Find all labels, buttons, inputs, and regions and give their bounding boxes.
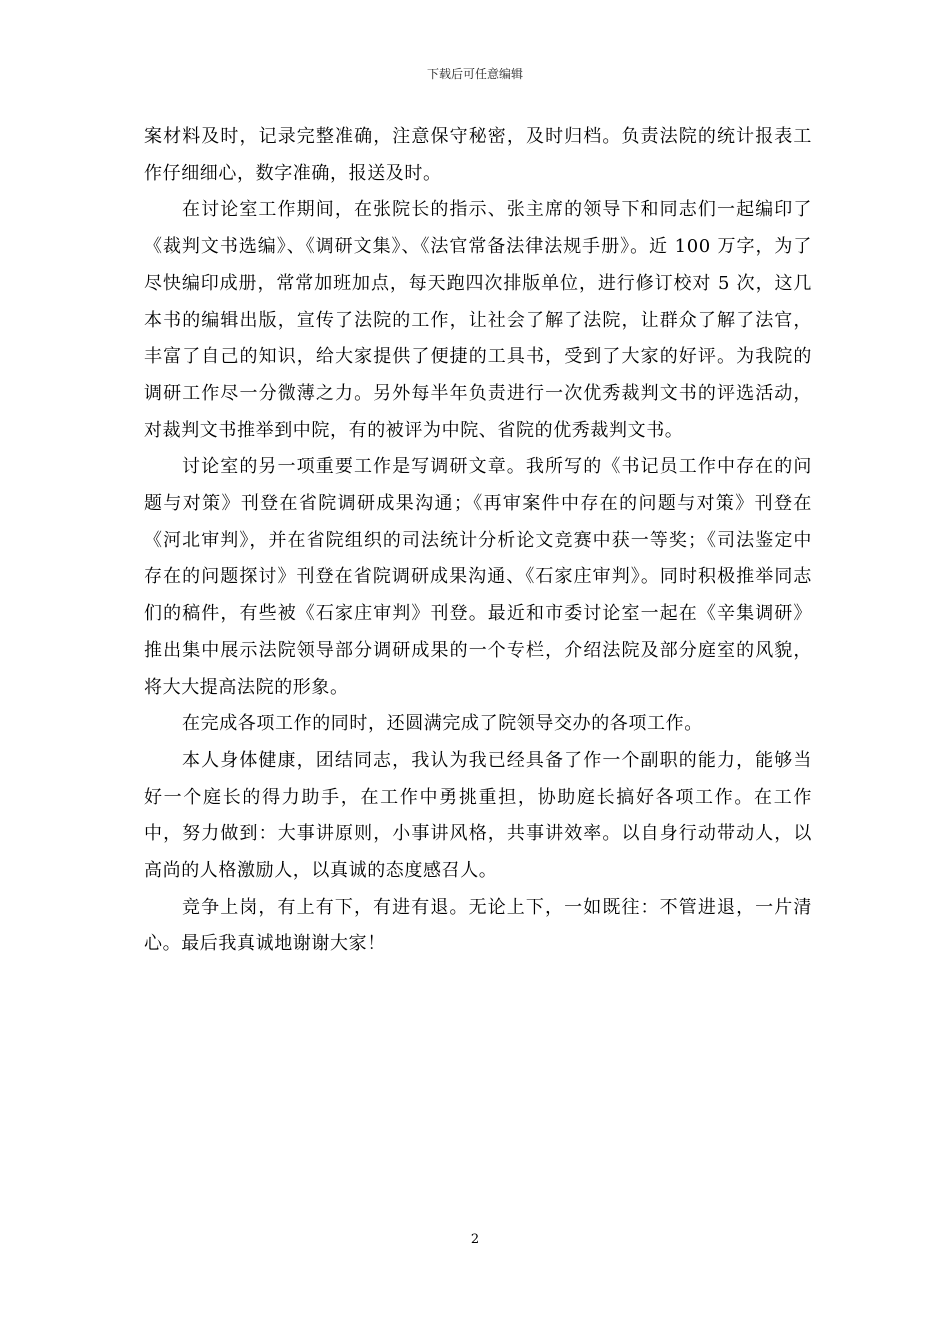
paragraph-research-articles: 讨论室的另一项重要工作是写调研文章。我所写的《书记员工作中存在的问题与对策》刊登在省院调研成果沟通；《再审案件中存在的问题与对策》刊登在《河北审判》，并在省院组织的司法统计分析论文竞赛中获一等奖；《司法鉴定中存在的问题探讨》刊登在省院调研成果沟通、《石家庄审判》。同时积极推举同志们的稿件，有些被《石家庄审判》刊登。最近和市委讨论室一起在《辛集调研》推出集中展示法院领导部分调研成果的一个专栏，介绍法院及部分庭室的风貌，将大大提高法院的形象。 bbox=[144, 456, 812, 698]
paragraph-other-tasks: 在完成各项工作的同时，还圆满完成了院领导交办的各项工作。 bbox=[182, 713, 703, 735]
paragraph-closing: 竞争上岗，有上有下，有进有退。无论上下，一如既往：不管进退，一片清心。最后我真诚地谢谢大家！ bbox=[144, 896, 812, 955]
document-body bbox=[144, 119, 812, 963]
paragraph-editing-work: 在讨论室工作期间，在张院长的指示、张主席的领导下和同志们一起编印了《裁判文书选编》、《调研文集》、《法官常备法律法规手册》。近 100 万字，为了尽快编印成册，常常加班加点，每天跑四次排版单位，进行修订校对 5 次，这几本书的编辑出版，宣传了法院的工作，让社会了解了法院，让群众了解了法官，丰富了自己的知识，给大家提供了便捷的工具书，受到了大家的好评。为我院的调研工作尽一分微薄之力。另外每半年负责进行一次优秀裁判文书的评选活动，对裁判文书推举到中院，有的被评为中院、省院的优秀裁判文书。 bbox=[144, 199, 812, 441]
paragraph-continued: 案材料及时，记录完整准确，注意保守秘密，及时归档。负责法院的统计报表工作仔细细心，数字准确，报送及时。 bbox=[144, 126, 812, 184]
paragraph-self-assessment: 本人身体健康，团结同志，我认为我已经具备了作一个副职的能力，能够当好一个庭长的得力助手，在工作中勇挑重担，协助庭长搞好各项工作。在工作中，努力做到：大事讲原则，小事讲风格，共事讲效率。以自身行动带动人，以高尚的人格激励人，以真诚的态度感召人。 bbox=[144, 749, 812, 882]
page-number: 2 bbox=[470, 1232, 480, 1247]
page-header: 下载后可任意编辑 bbox=[426, 67, 523, 81]
